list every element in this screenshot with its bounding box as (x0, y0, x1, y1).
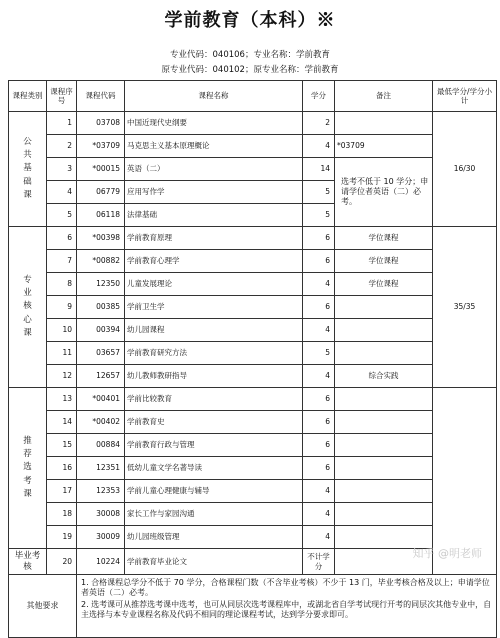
name-cell: 应用写作学 (125, 181, 303, 204)
name-cell: 儿童发展理论 (125, 273, 303, 296)
seq-cell: 8 (47, 273, 77, 296)
credit-cell: 4 (303, 503, 335, 526)
table-row (9, 296, 497, 319)
name-cell: 学前教育原理 (125, 227, 303, 250)
credit-cell: 6 (303, 457, 335, 480)
table-row (9, 503, 497, 526)
category-core: 专业核心课 (9, 227, 47, 388)
name-cell: 马克思主义基本原理概论 (125, 135, 303, 158)
code-cell: 12657 (77, 365, 125, 388)
table-row (9, 388, 497, 411)
credit-cell: 6 (303, 434, 335, 457)
category-recommended: 推荐选考课 (9, 388, 47, 549)
public-elective-note: 选考不低于 10 学分；申请学位者英语（二）必考。 (335, 158, 433, 227)
seq-cell: 15 (47, 434, 77, 457)
seq-cell: 6 (47, 227, 77, 250)
credit-cell: 4 (303, 319, 335, 342)
header-category: 课程类别 (9, 81, 47, 112)
remark-cell (335, 503, 433, 526)
table-row (9, 135, 497, 158)
name-cell: 家长工作与家园沟通 (125, 503, 303, 526)
category-public: 公共基础课 (9, 112, 47, 227)
watermark: 知乎 @明老师 (412, 547, 482, 560)
seq-cell: 3 (47, 158, 77, 181)
header-name: 课程名称 (125, 81, 303, 112)
remark-cell (335, 296, 433, 319)
table-row (9, 227, 497, 250)
name-cell: 学前教育史 (125, 411, 303, 434)
code-cell: 03657 (77, 342, 125, 365)
table-row (9, 342, 497, 365)
credit-cell: 6 (303, 388, 335, 411)
other-requirements-label: 其他要求 (9, 575, 77, 638)
other-requirements-row (9, 575, 497, 638)
seq-cell: 4 (47, 181, 77, 204)
credit-cell: 5 (303, 181, 335, 204)
requirement-2: 2. 选考课可从推荐选考课中选考，也可从同层次选考课程库中，或湖北省自学考试现行开考的同层次其他专业中，自主选择与本专业课程名称及代码不相同的理论课程考试，达到学分要求即可。 (81, 600, 492, 619)
credit-cell: 4 (303, 365, 335, 388)
credit-cell: 5 (303, 204, 335, 227)
code-cell: *00401 (77, 388, 125, 411)
credit-cell: 6 (303, 296, 335, 319)
credit-cell: 4 (303, 273, 335, 296)
remark-cell (335, 112, 433, 135)
header-min-credit: 最低学分/学分小计 (433, 81, 497, 112)
table-row (9, 365, 497, 388)
seq-cell: 14 (47, 411, 77, 434)
seq-cell: 17 (47, 480, 77, 503)
code-cell: *00398 (77, 227, 125, 250)
credit-cell: 5 (303, 342, 335, 365)
code-cell: 12350 (77, 273, 125, 296)
code-cell: 30009 (77, 526, 125, 549)
credit-cell: 2 (303, 112, 335, 135)
credit-cell: 6 (303, 411, 335, 434)
seq-cell: 11 (47, 342, 77, 365)
name-cell: 低幼儿童文学名著导读 (125, 457, 303, 480)
name-cell: 学前教育研究方法 (125, 342, 303, 365)
former-major-code-line: 原专业代码：040102；原专业名称：学前教育 (161, 65, 339, 75)
name-cell: 幼儿园班级管理 (125, 526, 303, 549)
remark-cell: *03709 (335, 135, 433, 158)
remark-cell: 学位课程 (335, 250, 433, 273)
code-cell: 03708 (77, 112, 125, 135)
credit-cell: 不计学分 (303, 549, 335, 575)
category-graduation: 毕业考核 (9, 549, 47, 575)
credit-cell: 14 (303, 158, 335, 181)
seq-cell: 7 (47, 250, 77, 273)
code-cell: 00884 (77, 434, 125, 457)
name-cell: 幼儿园课程 (125, 319, 303, 342)
name-cell: 学前卫生学 (125, 296, 303, 319)
table-row (9, 250, 497, 273)
seq-cell: 13 (47, 388, 77, 411)
core-min-credit: 35/35 (433, 227, 497, 388)
code-cell: 06779 (77, 181, 125, 204)
seq-cell: 18 (47, 503, 77, 526)
major-code-line: 专业代码：040106；专业名称：学前教育 (170, 50, 330, 60)
name-cell: 学前教育行政与管理 (125, 434, 303, 457)
seq-cell: 19 (47, 526, 77, 549)
table-row (9, 480, 497, 503)
credit-cell: 4 (303, 135, 335, 158)
seq-cell: 9 (47, 296, 77, 319)
code-cell: 12353 (77, 480, 125, 503)
code-cell: 06118 (77, 204, 125, 227)
header-code: 课程代码 (77, 81, 125, 112)
table-row (9, 319, 497, 342)
code-cell: *00015 (77, 158, 125, 181)
requirement-1: 1. 合格课程总学分不低于 70 学分，合格课程门数（不含毕业考核）不少于 13 门，毕业考核合格及以上；申请学位者英语（二）必考。 (81, 578, 490, 597)
code-cell: 30008 (77, 503, 125, 526)
table-row (9, 112, 497, 135)
credit-cell: 6 (303, 227, 335, 250)
seq-cell: 20 (47, 549, 77, 575)
remark-cell (335, 457, 433, 480)
remark-cell (335, 434, 433, 457)
credit-cell: 4 (303, 480, 335, 503)
name-cell: 英语（二） (125, 158, 303, 181)
name-cell: 中国近现代史纲要 (125, 112, 303, 135)
name-cell: 学前儿童心理健康与辅导 (125, 480, 303, 503)
name-cell: 学前教育心理学 (125, 250, 303, 273)
code-cell: 00385 (77, 296, 125, 319)
name-cell: 幼儿教师教研指导 (125, 365, 303, 388)
name-cell: 法律基础 (125, 204, 303, 227)
seq-cell: 2 (47, 135, 77, 158)
table-header-row (9, 81, 497, 112)
remark-cell: 学位课程 (335, 227, 433, 250)
remark-cell (335, 342, 433, 365)
remark-cell (335, 319, 433, 342)
header-remark: 备注 (335, 81, 433, 112)
seq-cell: 16 (47, 457, 77, 480)
name-cell: 学前比较教育 (125, 388, 303, 411)
table-row (9, 411, 497, 434)
table-row (9, 434, 497, 457)
seq-cell: 1 (47, 112, 77, 135)
code-cell: *00882 (77, 250, 125, 273)
credit-cell: 4 (303, 526, 335, 549)
seq-cell: 5 (47, 204, 77, 227)
seq-cell: 10 (47, 319, 77, 342)
code-cell: 00394 (77, 319, 125, 342)
remark-cell (335, 411, 433, 434)
table-row (9, 158, 497, 181)
remark-cell (335, 480, 433, 503)
table-row (9, 457, 497, 480)
code-cell: 12351 (77, 457, 125, 480)
table-row (9, 273, 497, 296)
document-title: 学前教育（本科）※ (164, 10, 336, 31)
code-cell: *03709 (77, 135, 125, 158)
public-min-credit: 16/30 (433, 112, 497, 227)
other-requirements-text (77, 575, 497, 638)
remark-cell (335, 388, 433, 411)
seq-cell: 12 (47, 365, 77, 388)
header-credit: 学分 (303, 81, 335, 112)
remark-cell: 学位课程 (335, 273, 433, 296)
header-seq: 课程序号 (47, 81, 77, 112)
code-cell: *00402 (77, 411, 125, 434)
name-cell: 学前教育毕业论文 (125, 549, 303, 575)
code-cell: 10224 (77, 549, 125, 575)
remark-cell: 综合实践 (335, 365, 433, 388)
credit-cell: 6 (303, 250, 335, 273)
